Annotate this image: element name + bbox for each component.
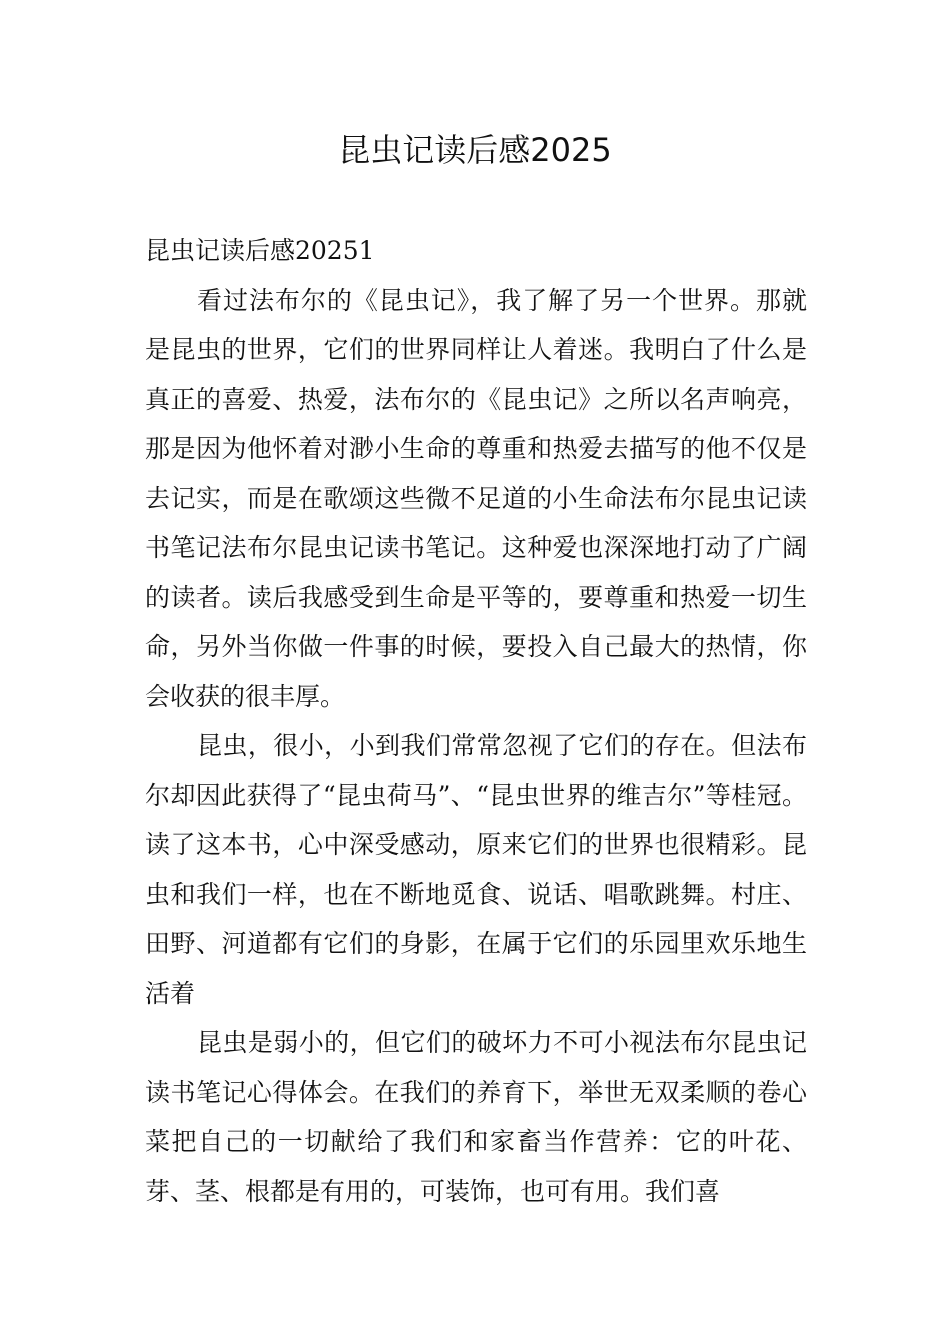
document-title: 昆虫记读后感2025 [338,131,612,169]
section-heading: 昆虫记读后感20251 [145,236,375,265]
paragraph-3: 昆虫是弱小的，但它们的破坏力不可小视法布尔昆虫记读书笔记心得体会。在我们的养育下，举世无双柔顺的卷心菜把自己的一切献给了我们和家畜当作营养：它的叶花、芽、茎、根都是有用的，可装饰，也可有用。我们喜 [145,1028,807,1206]
paragraph-2: 昆虫，很小，小到我们常常忽视了它们的存在。但法布尔却因此获得了“昆虫荷马”、“昆虫世界的维吉尔”等桂冠。读了这本书，心中深受感动，原来它们的世界也很精彩。昆虫和我们一样，也在不断地觅食、说话、唱歌跳舞。村庄、田野、河道都有它们的身影，在属于它们的乐园里欢乐地生活着 [145,731,807,1008]
paragraph-1: 看过法布尔的《昆虫记》，我了解了另一个世界。那就是昆虫的世界，它们的世界同样让人着迷。我明白了什么是真正的喜爱、热爱，法布尔的《昆虫记》之所以名声响亮，那是因为他怀着对渺小生命的尊重和热爱去描写的他不仅是去记实，而是在歌颂这些微不足道的小生命法布尔昆虫记读书笔记法布尔昆虫记读书笔记。这种爱也深深地打动了广阔的读者。读后我感受到生命是平等的，要尊重和热爱一切生命，另外当你做一件事的时候，要投入自己最大的热情，你会收获的很丰厚。 [145,285,807,711]
document-body [145,226,807,1216]
